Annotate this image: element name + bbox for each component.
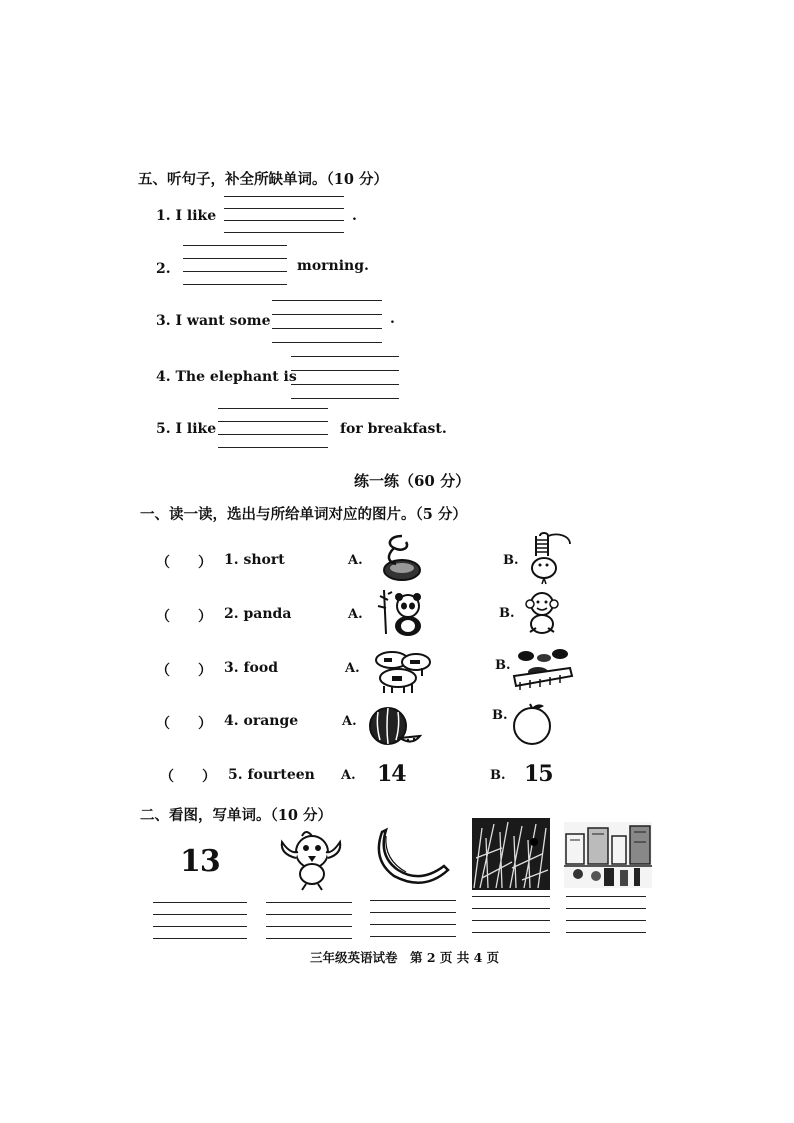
s1-item3-word: 3. food [224, 660, 278, 676]
s2-answer4-writing-lines[interactable] [472, 896, 550, 934]
s1-item4-option-b-label: B. [492, 708, 508, 723]
s1-item2-option-b-label: B. [499, 606, 515, 621]
s1-item1-word: 1. short [224, 552, 285, 568]
food-table-icon[interactable] [510, 646, 574, 690]
s1-item3-option-b-label: B. [495, 658, 511, 673]
s5-item5-suffix: for breakfast. [340, 421, 447, 437]
s1-item4-word: 4. orange [224, 713, 299, 729]
bird-icon [276, 824, 346, 894]
street-scene-icon [564, 822, 652, 888]
panda-icon[interactable] [376, 588, 426, 638]
s1-item5-word: 5. fourteen [228, 767, 315, 783]
s2-answer1-writing-lines[interactable] [153, 902, 247, 940]
s2-answer2-writing-lines[interactable] [266, 902, 352, 940]
s1-item1-option-b-label: B. [503, 553, 519, 568]
s5-item3-suffix: . [390, 311, 395, 327]
s5-item3-prefix: 3. I want some [156, 313, 271, 329]
practice-title: 练一练（60 分） [354, 472, 471, 490]
page-footer: 三年级英语试卷 第 2 页 共 4 页 [310, 950, 500, 965]
orange-icon[interactable] [508, 700, 556, 746]
s5-item1-prefix: 1. I like [156, 208, 217, 224]
s1-item2-option-a-label: A. [348, 607, 363, 622]
s1-item4-bracket[interactable]: （ ） [156, 716, 212, 732]
s1-item2-word: 2. panda [224, 606, 292, 622]
s5-item4-writing-lines[interactable] [291, 356, 399, 398]
monkey-icon[interactable] [522, 590, 562, 636]
s1-item5-option-b-number[interactable]: 15 [524, 761, 553, 787]
s1-item3-bracket[interactable]: （ ） [156, 663, 212, 679]
s5-item2-writing-lines[interactable] [183, 245, 287, 285]
snake-icon[interactable] [526, 530, 576, 586]
s1-item5-option-a-number[interactable]: 14 [377, 761, 406, 787]
s2-answer3-writing-lines[interactable] [370, 900, 456, 938]
s5-item2-suffix: morning. [297, 258, 369, 274]
grass-photo-icon [472, 818, 550, 890]
cows-icon[interactable] [372, 646, 432, 694]
s2-answer5-writing-lines[interactable] [566, 896, 646, 934]
s5-item4-prefix: 4. The elephant is [156, 369, 297, 385]
s5-item3-writing-lines[interactable] [272, 300, 382, 342]
section2-heading: 二、看图，写单词。（10 分） [140, 807, 332, 824]
s1-item1-option-a-label: A. [348, 553, 363, 568]
s1-item5-option-a-label: A. [341, 768, 356, 783]
banana-icon [372, 826, 450, 886]
s1-item3-option-a-label: A. [345, 661, 360, 676]
s1-item5-bracket[interactable]: （ ） [160, 769, 216, 785]
s2-picture1-number: 13 [180, 844, 220, 879]
section1-heading: 一、读一读，选出与所给单词对应的图片。（5 分） [140, 506, 467, 523]
watermelon-icon[interactable] [368, 704, 422, 748]
s5-item2-prefix: 2. [156, 261, 171, 277]
s5-item5-writing-lines[interactable] [218, 408, 328, 448]
s5-item1-suffix: . [352, 208, 357, 224]
s1-item4-option-a-label: A. [342, 714, 357, 729]
snake-icon[interactable] [380, 532, 424, 584]
s1-item2-bracket[interactable]: （ ） [156, 609, 212, 625]
s5-item1-writing-lines[interactable] [224, 196, 344, 236]
s1-item1-bracket[interactable]: （ ） [156, 555, 212, 571]
s1-item5-option-b-label: B. [490, 768, 506, 783]
s5-item5-prefix: 5. I like [156, 421, 217, 437]
section5-heading: 五、听句子，补全所缺单词。（10 分） [138, 171, 388, 188]
